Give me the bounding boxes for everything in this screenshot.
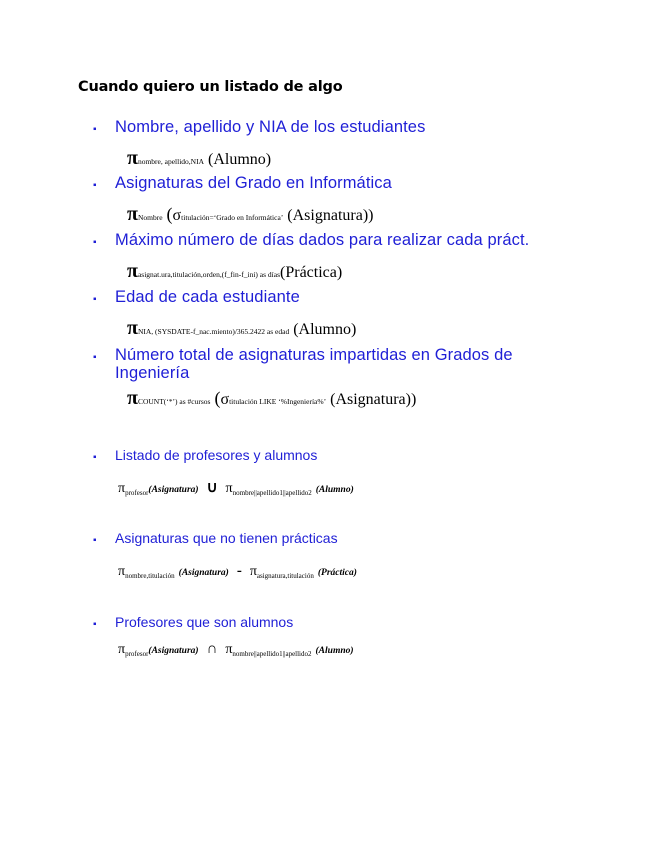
bullet-icon: ▪: [93, 535, 97, 546]
list-item: [93, 530, 338, 546]
list-item: [93, 447, 317, 463]
intersection-operator: ∩: [206, 641, 218, 657]
item-label: Asignaturas del Grado en Informática: [115, 174, 392, 192]
relation-name: (Práctica): [317, 568, 357, 578]
relation-name: (Asignatura)): [287, 207, 374, 224]
relation-name: (Asignatura): [178, 568, 229, 578]
bullet-icon: ▪: [93, 352, 97, 363]
pi-symbol: π: [127, 147, 138, 169]
list-item: [93, 118, 425, 136]
bullet-icon: ▪: [93, 294, 97, 305]
pi-symbol: π: [127, 260, 138, 282]
relation-name: (Asignatura): [148, 485, 199, 495]
formula: [118, 640, 354, 658]
relation-name: (Práctica): [280, 264, 343, 281]
item-label-line2: Ingeniería: [115, 364, 190, 382]
relation-name: (Alumno): [315, 485, 354, 495]
formula: πNombre (σtitulación=‘Grado en Informática’ (Asignatura)): [127, 203, 374, 225]
relation-name: (Asignatura): [148, 646, 199, 656]
projection-subscript: NIA, (SYSDATE-f_nac.miento)/365.2422 as edad: [137, 327, 290, 336]
relation-name: (Alumno): [293, 321, 357, 338]
list-item: [93, 174, 392, 192]
item-label: Máximo número de días dados para realizar cada práct.: [115, 231, 530, 249]
formula: [127, 260, 342, 283]
section-heading: Cuando quiero un listado de algo: [78, 79, 343, 95]
projection-subscript: nombre,titulación: [125, 572, 175, 580]
item-label: Nombre, apellido y NIA de los estudiantes: [115, 118, 426, 136]
projection-subscript: asignatura,titulación: [256, 572, 314, 580]
pi-symbol: π: [127, 203, 138, 225]
list-item: [93, 231, 529, 249]
difference-operator: -: [236, 563, 242, 579]
projection-subscript: nombre||apellido1||apellido2: [232, 489, 312, 497]
pi-symbol: π: [225, 481, 233, 496]
list-item: [93, 288, 300, 306]
bullet-icon: ▪: [93, 619, 97, 630]
pi-symbol: π: [127, 317, 138, 339]
projection-subscript: asignat.ura,titulación,orden,(f_fin-f_ini) as días: [137, 270, 281, 279]
bullet-icon: ▪: [93, 237, 97, 248]
formula: πCOUNT(‘*’) as #cursos (σtitulación LIKE ‘%Ingeniería%’ (Asignatura)): [127, 387, 417, 409]
sigma-symbol: σ: [172, 207, 182, 224]
item-label: Profesores que son alumnos: [115, 614, 294, 630]
relation-name: (Alumno): [208, 151, 272, 168]
list-item: [93, 614, 293, 630]
item-label-line1: Número total de asignaturas impartidas en Grados de: [115, 346, 513, 364]
pi-symbol: π: [118, 642, 126, 657]
pi-symbol: π: [118, 481, 126, 496]
projection-subscript: COUNT(‘*’) as #cursos: [137, 397, 211, 406]
list-item: [93, 346, 513, 382]
projection-subscript: profesor: [125, 489, 149, 497]
relation-name: (Alumno): [315, 646, 354, 656]
formula: [118, 562, 357, 580]
sigma-symbol: σ: [220, 391, 230, 408]
item-label: [115, 346, 513, 382]
formula: [118, 478, 354, 497]
item-label: Edad de cada estudiante: [115, 288, 300, 306]
item-label: Asignaturas que no tienen prácticas: [115, 530, 338, 546]
projection-subscript: nombre||apellido1||apellido2: [232, 650, 312, 658]
bullet-icon: ▪: [93, 452, 97, 463]
projection-subscript: nombre, apellido,NIA: [137, 157, 204, 166]
pi-symbol: π: [118, 564, 126, 579]
pi-symbol: π: [127, 387, 138, 409]
bullet-icon: ▪: [93, 180, 97, 191]
pi-symbol: π: [249, 564, 257, 579]
pi-symbol: π: [225, 642, 233, 657]
projection-subscript: profesor: [125, 650, 149, 658]
formula: [127, 317, 356, 340]
union-operator: ∪: [206, 480, 218, 496]
formula: [127, 147, 271, 170]
relation-name: (Asignatura)): [330, 391, 417, 408]
selection-subscript: titulación=‘Grado en Informática’: [181, 213, 284, 222]
bullet-icon: ▪: [93, 124, 97, 135]
selection-subscript: titulación LIKE ‘%Ingeniería%’: [229, 397, 327, 406]
projection-subscript: Nombre: [137, 213, 163, 222]
item-label: Listado de profesores y alumnos: [115, 447, 318, 463]
